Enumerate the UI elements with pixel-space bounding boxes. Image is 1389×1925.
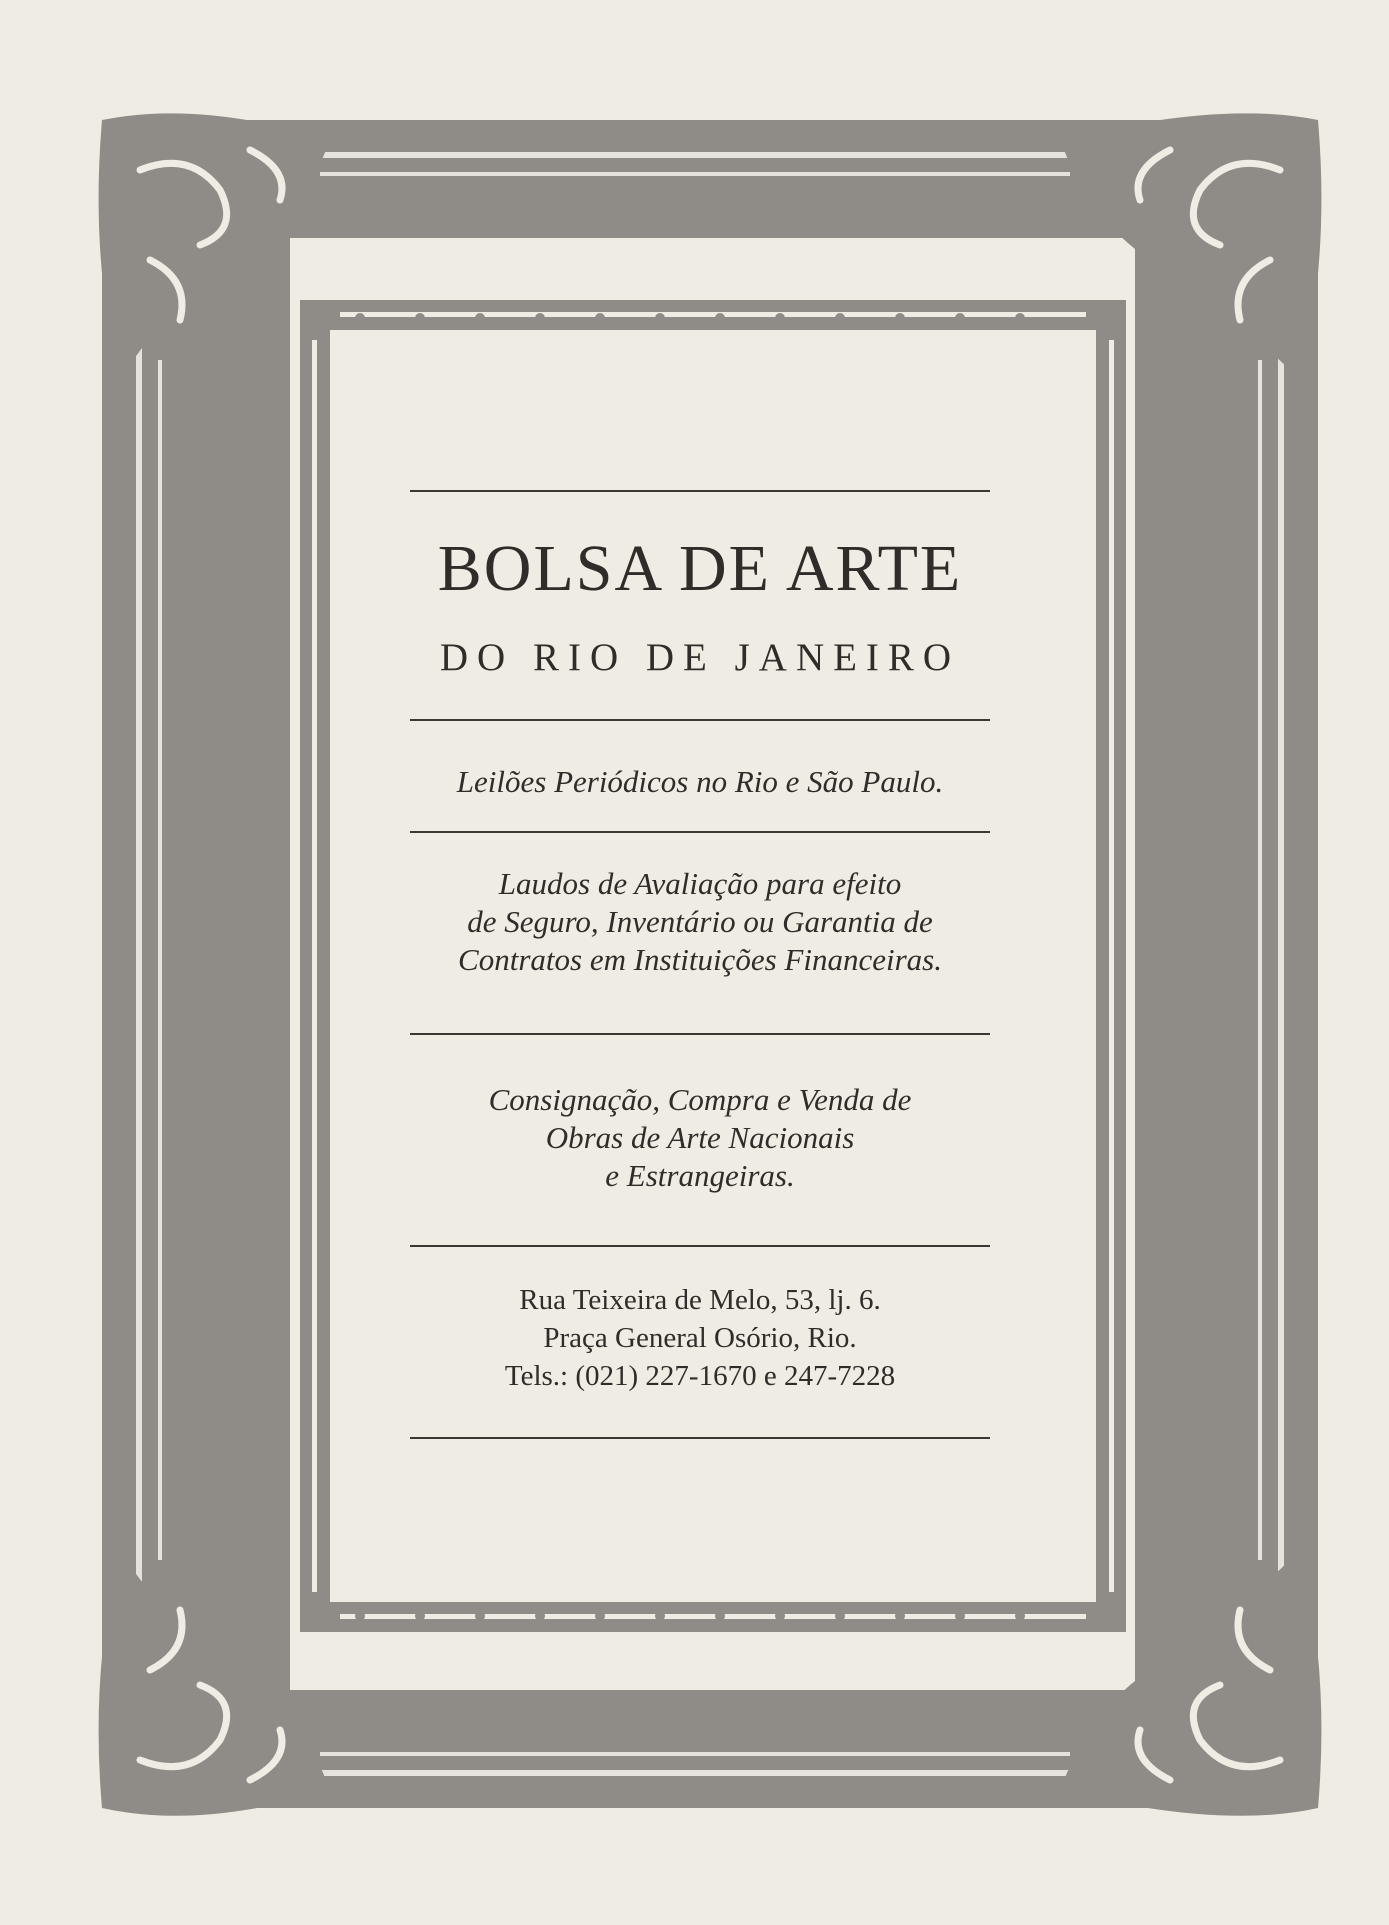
divider — [410, 1245, 990, 1247]
divider-top — [410, 490, 990, 492]
text-panel — [410, 490, 990, 1439]
consignment-line: e Estrangeiras. — [605, 1158, 795, 1193]
consignment-line: Obras de Arte Nacionais — [545, 1120, 855, 1155]
appraisals-line: Laudos de Avaliação para efeito — [498, 866, 902, 901]
appraisals-text — [410, 865, 990, 979]
divider — [410, 831, 990, 833]
appraisals-line: de Seguro, Inventário ou Garantia de — [467, 904, 933, 939]
divider — [410, 719, 990, 721]
square-line: Praça General Osório, Rio. — [543, 1322, 857, 1354]
auctions-line: Leilões Periódicos no Rio e São Paulo. — [456, 764, 944, 799]
contact-text — [410, 1281, 990, 1395]
divider — [410, 1033, 990, 1035]
consignment-line: Consignação, Compra e Venda de — [488, 1082, 912, 1117]
auctions-text — [410, 763, 990, 801]
divider-bottom — [410, 1437, 990, 1439]
phones-line: Tels.: (021) 227-1670 e 247-7228 — [504, 1360, 896, 1392]
consignment-text — [410, 1081, 990, 1195]
company-title: BOLSA DE ARTE — [437, 532, 963, 605]
company-subtitle: DO RIO DE JANEIRO — [439, 636, 961, 679]
address-line: Rua Teixeira de Melo, 53, lj. 6. — [519, 1284, 881, 1316]
appraisals-line: Contratos em Instituições Financeiras. — [458, 942, 942, 977]
